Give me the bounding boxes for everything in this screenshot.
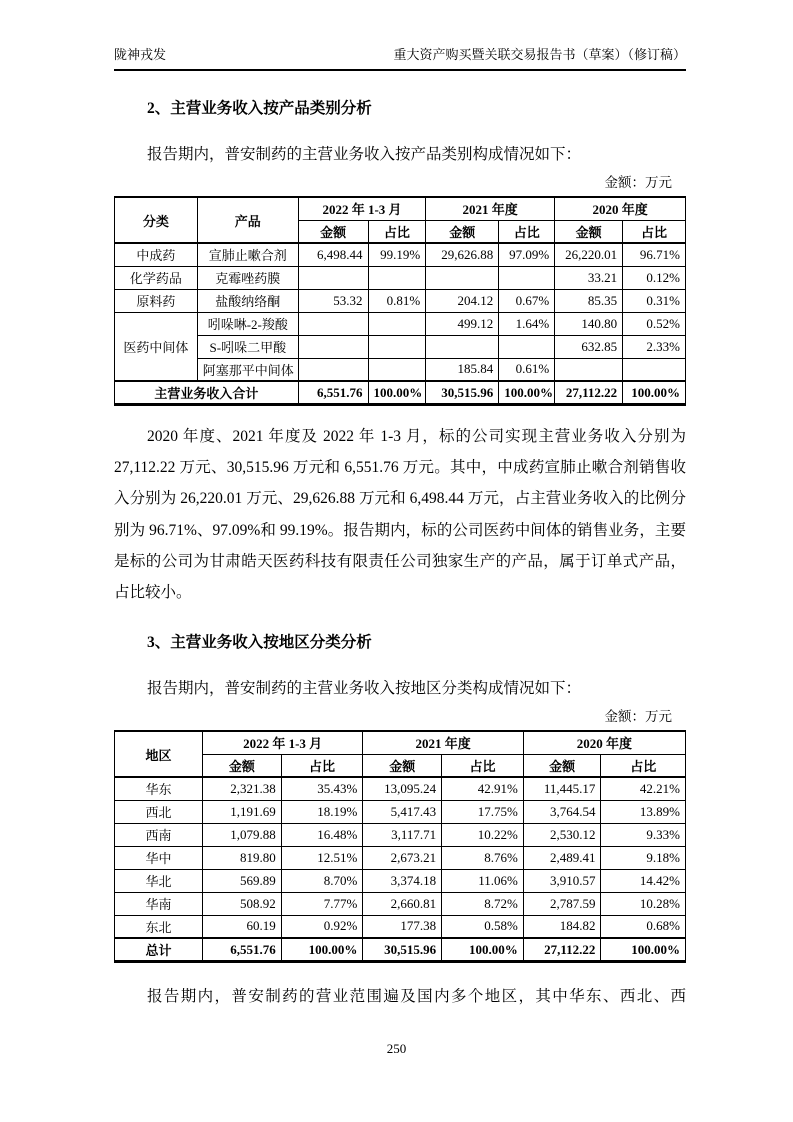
amount-cell: 3,374.18 bbox=[363, 869, 442, 892]
ratio-cell: 9.18% bbox=[601, 846, 686, 869]
region-revenue-table bbox=[114, 730, 686, 963]
ratio-cell: 7.77% bbox=[281, 892, 363, 915]
col-header-ratio: 占比 bbox=[601, 754, 686, 777]
ratio-cell: 0.67% bbox=[499, 289, 555, 312]
table-total-row bbox=[115, 381, 686, 405]
ratio-cell: 8.72% bbox=[442, 892, 524, 915]
ratio-cell: 100.00% bbox=[623, 381, 686, 405]
category-cell: 原料药 bbox=[115, 289, 198, 312]
col-header-amount: 金额 bbox=[363, 754, 442, 777]
category-cell: 化学药品 bbox=[115, 266, 198, 289]
col-header-amount: 金额 bbox=[202, 754, 281, 777]
category-cell: 医药中间体 bbox=[115, 312, 198, 381]
ratio-cell: 12.51% bbox=[281, 846, 363, 869]
table-row bbox=[115, 358, 686, 381]
table-row bbox=[115, 312, 686, 335]
amount-cell: 27,112.22 bbox=[555, 381, 623, 405]
col-header-amount: 金额 bbox=[555, 220, 623, 243]
amount-cell: 2,489.41 bbox=[523, 846, 601, 869]
col-header-period-2022: 2022 年 1-3 月 bbox=[298, 197, 425, 220]
ratio-cell: 97.09% bbox=[499, 243, 555, 266]
table-row bbox=[115, 777, 686, 800]
product-cell: 吲哚啉-2-羧酸 bbox=[197, 312, 298, 335]
table-row bbox=[115, 266, 686, 289]
amount-cell: 2,530.12 bbox=[523, 823, 601, 846]
col-header-ratio: 占比 bbox=[281, 754, 363, 777]
region-cell: 华北 bbox=[115, 869, 203, 892]
amount-cell: 2,673.21 bbox=[363, 846, 442, 869]
ratio-cell: 42.21% bbox=[601, 777, 686, 800]
ratio-cell: 9.33% bbox=[601, 823, 686, 846]
amount-cell: 2,787.59 bbox=[523, 892, 601, 915]
table-row bbox=[115, 289, 686, 312]
ratio-cell: 16.48% bbox=[281, 823, 363, 846]
amount-cell: 6,498.44 bbox=[298, 243, 368, 266]
amount-cell: 33.21 bbox=[555, 266, 623, 289]
amount-cell: 3,117.71 bbox=[363, 823, 442, 846]
amount-cell: 1,191.69 bbox=[202, 800, 281, 823]
amount-cell: 5,417.43 bbox=[363, 800, 442, 823]
ratio-cell: 0.52% bbox=[623, 312, 686, 335]
table-total-row bbox=[115, 938, 686, 962]
amount-cell: 3,910.57 bbox=[523, 869, 601, 892]
ratio-cell bbox=[368, 335, 426, 358]
table-row bbox=[115, 823, 686, 846]
amount-cell: 27,112.22 bbox=[523, 938, 601, 962]
amount-cell bbox=[426, 266, 499, 289]
product-cell: S-吲哚二甲酸 bbox=[197, 335, 298, 358]
ratio-cell: 100.00% bbox=[601, 938, 686, 962]
ratio-cell bbox=[499, 266, 555, 289]
amount-cell bbox=[298, 358, 368, 381]
ratio-cell: 13.89% bbox=[601, 800, 686, 823]
total-label-cell: 总计 bbox=[115, 938, 203, 962]
section-heading-regions: 3、主营业务收入按地区分类分析 bbox=[147, 634, 372, 652]
ratio-cell: 35.43% bbox=[281, 777, 363, 800]
ratio-cell: 0.81% bbox=[368, 289, 426, 312]
ratio-cell: 0.68% bbox=[601, 915, 686, 938]
ratio-cell bbox=[368, 358, 426, 381]
ratio-cell: 0.61% bbox=[499, 358, 555, 381]
col-header-ratio: 占比 bbox=[499, 220, 555, 243]
section-heading-products: 2、主营业务收入按产品类别分析 bbox=[147, 100, 372, 117]
ratio-cell: 10.22% bbox=[442, 823, 524, 846]
intro-paragraph-products: 报告期内，普安制药的主营业务收入按产品类别构成情况如下： bbox=[147, 146, 582, 163]
region-cell: 华东 bbox=[115, 777, 203, 800]
amount-cell: 29,626.88 bbox=[426, 243, 499, 266]
intro-paragraph-regions: 报告期内，普安制药的主营业务收入按地区分类构成情况如下： bbox=[147, 680, 582, 698]
product-revenue-table bbox=[114, 196, 686, 406]
ratio-cell: 18.19% bbox=[281, 800, 363, 823]
ratio-cell: 10.28% bbox=[601, 892, 686, 915]
product-cell: 宣肺止嗽合剂 bbox=[197, 243, 298, 266]
ratio-cell: 100.00% bbox=[499, 381, 555, 405]
amount-cell: 26,220.01 bbox=[555, 243, 623, 266]
amount-cell: 30,515.96 bbox=[426, 381, 499, 405]
ratio-cell: 11.06% bbox=[442, 869, 524, 892]
product-cell: 克霉唑药膜 bbox=[197, 266, 298, 289]
amount-cell: 177.38 bbox=[363, 915, 442, 938]
ratio-cell: 1.64% bbox=[499, 312, 555, 335]
amount-cell: 3,764.54 bbox=[523, 800, 601, 823]
col-header-amount: 金额 bbox=[426, 220, 499, 243]
amount-cell: 569.89 bbox=[202, 869, 281, 892]
amount-cell: 184.82 bbox=[523, 915, 601, 938]
col-header-category: 分类 bbox=[115, 197, 198, 243]
product-cell: 阿塞那平中间体 bbox=[197, 358, 298, 381]
col-header-product: 产品 bbox=[197, 197, 298, 243]
table-header-row bbox=[115, 731, 686, 754]
doc-header bbox=[114, 0, 686, 71]
ratio-cell bbox=[499, 335, 555, 358]
doc-header-left: 陇神戎发 bbox=[114, 47, 167, 62]
table-row bbox=[115, 800, 686, 823]
table-row bbox=[115, 846, 686, 869]
ratio-cell: 100.00% bbox=[442, 938, 524, 962]
ratio-cell: 0.12% bbox=[623, 266, 686, 289]
amount-cell: 13,095.24 bbox=[363, 777, 442, 800]
ratio-cell bbox=[368, 266, 426, 289]
amount-cell: 30,515.96 bbox=[363, 938, 442, 962]
ratio-cell: 42.91% bbox=[442, 777, 524, 800]
amount-cell bbox=[298, 335, 368, 358]
table-row bbox=[115, 869, 686, 892]
ratio-cell: 8.76% bbox=[442, 846, 524, 869]
amount-cell: 499.12 bbox=[426, 312, 499, 335]
amount-cell: 11,445.17 bbox=[523, 777, 601, 800]
region-cell: 东北 bbox=[115, 915, 203, 938]
ratio-cell: 0.58% bbox=[442, 915, 524, 938]
amount-cell: 140.80 bbox=[555, 312, 623, 335]
col-header-amount: 金额 bbox=[523, 754, 601, 777]
analysis-paragraph-products: 2020 年度、2021 年度及 2022 年 1-3 月，标的公司实现主营业务收入分别为 27,112.22 万元、30,515.96 万元和 6,551.76 万元。其中，中成药宣肺止嗽合剂销售收入分别为 26,220.01 万元、29,626.88 万元和 6,498.44 万元，占主营业务收入的比例分别为 96.71%、97.09%和 99.19%。报告期内，标的公司医药中间体的销售业务，主要是标的公司为甘肃皓天医药科技有限责任公司独家生产的产品，属于订单式产品，占比较小。 bbox=[114, 428, 686, 602]
col-header-amount: 金额 bbox=[298, 220, 368, 243]
category-cell: 中成药 bbox=[115, 243, 198, 266]
amount-cell: 2,660.81 bbox=[363, 892, 442, 915]
amount-cell bbox=[555, 358, 623, 381]
page-number: 250 bbox=[386, 1041, 407, 1056]
col-header-period-2021: 2021 年度 bbox=[426, 197, 555, 220]
col-header-period-2020: 2020 年度 bbox=[555, 197, 686, 220]
col-header-period-2021: 2021 年度 bbox=[363, 731, 523, 754]
region-cell: 华南 bbox=[115, 892, 203, 915]
region-cell: 西北 bbox=[115, 800, 203, 823]
col-header-period-2020: 2020 年度 bbox=[523, 731, 685, 754]
ratio-cell: 2.33% bbox=[623, 335, 686, 358]
ratio-cell: 99.19% bbox=[368, 243, 426, 266]
table-header-row bbox=[115, 197, 686, 220]
col-header-period-2022: 2022 年 1-3 月 bbox=[202, 731, 362, 754]
table-row bbox=[115, 335, 686, 358]
unit-note-products: 金额：万元 bbox=[604, 175, 672, 190]
amount-cell: 6,551.76 bbox=[202, 938, 281, 962]
col-header-ratio: 占比 bbox=[623, 220, 686, 243]
region-cell: 华中 bbox=[115, 846, 203, 869]
doc-header-right: 重大资产购买暨关联交易报告书（草案）（修订稿） bbox=[393, 47, 686, 62]
amount-cell: 508.92 bbox=[202, 892, 281, 915]
amount-cell: 85.35 bbox=[555, 289, 623, 312]
amount-cell bbox=[426, 335, 499, 358]
ratio-cell: 0.92% bbox=[281, 915, 363, 938]
amount-cell: 1,079.88 bbox=[202, 823, 281, 846]
amount-cell: 60.19 bbox=[202, 915, 281, 938]
amount-cell: 2,321.38 bbox=[202, 777, 281, 800]
amount-cell bbox=[298, 266, 368, 289]
total-label-cell: 主营业务收入合计 bbox=[115, 381, 299, 405]
ratio-cell: 100.00% bbox=[281, 938, 363, 962]
amount-cell: 6,551.76 bbox=[298, 381, 368, 405]
region-cell: 西南 bbox=[115, 823, 203, 846]
analysis-paragraph-regions: 报告期内，普安制药的营业范围遍及国内多个地区，其中华东、西北、西 bbox=[147, 988, 686, 1006]
amount-cell bbox=[298, 312, 368, 335]
amount-cell: 53.32 bbox=[298, 289, 368, 312]
product-cell: 盐酸纳络酮 bbox=[197, 289, 298, 312]
amount-cell: 204.12 bbox=[426, 289, 499, 312]
ratio-cell: 100.00% bbox=[368, 381, 426, 405]
ratio-cell: 8.70% bbox=[281, 869, 363, 892]
col-header-ratio: 占比 bbox=[368, 220, 426, 243]
amount-cell: 632.85 bbox=[555, 335, 623, 358]
amount-cell: 819.80 bbox=[202, 846, 281, 869]
amount-cell: 185.84 bbox=[426, 358, 499, 381]
unit-note-regions: 金额：万元 bbox=[604, 709, 672, 725]
table-row bbox=[115, 243, 686, 266]
ratio-cell: 14.42% bbox=[601, 869, 686, 892]
table-row bbox=[115, 915, 686, 938]
ratio-cell bbox=[368, 312, 426, 335]
ratio-cell: 96.71% bbox=[623, 243, 686, 266]
table-row bbox=[115, 892, 686, 915]
col-header-region: 地区 bbox=[115, 731, 203, 777]
col-header-ratio: 占比 bbox=[442, 754, 524, 777]
ratio-cell bbox=[623, 358, 686, 381]
ratio-cell: 0.31% bbox=[623, 289, 686, 312]
ratio-cell: 17.75% bbox=[442, 800, 524, 823]
